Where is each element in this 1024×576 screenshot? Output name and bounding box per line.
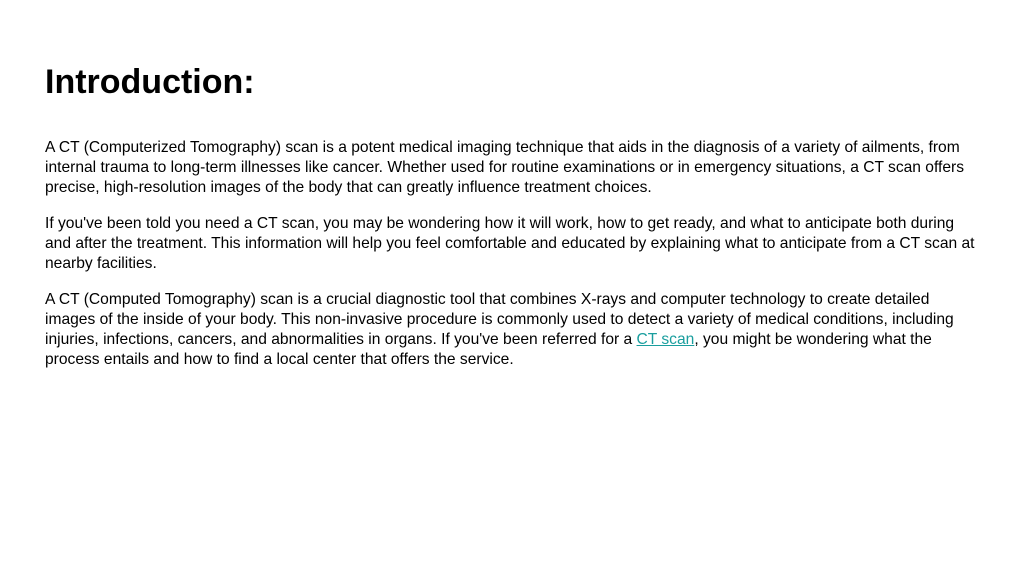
body-text [45, 138, 980, 386]
paragraph-2: If you've been told you need a CT scan, you may be wondering how it will work, how to get ready, and what to anticipate both during and after the treatment. This information will help you feel comfortable and educated by explaining what to anticipate from a CT scan at nearby facilities. [45, 215, 975, 272]
paragraph-3-text-before-link: A CT (Computed Tomography) scan is a crucial diagnostic tool that combines X-rays and computer technology to create detailed images of the inside of your body. This non-invasive procedure is commonly used to detect a variety of medical conditions, including injuries, infections, cancers, and abnormalities in organs. If you've been referred for a [45, 291, 954, 348]
paragraph-1: A CT (Computerized Tomography) scan is a potent medical imaging technique that aids in the diagnosis of a variety of ailments, from internal trauma to long-term illnesses like cancer. Whether used for routine examinations or in emergency situations, a CT scan offers precise, high-resolution images of the body that can greatly influence treatment choices. [45, 139, 965, 196]
page-title: Introduction: [45, 63, 255, 101]
paragraph-3 [45, 290, 980, 370]
ct-scan-link[interactable]: CT scan [636, 331, 695, 348]
paragraph-3-text-after-link: , you might be wondering what the process entails and how to find a local center that offers the service. [45, 331, 932, 368]
